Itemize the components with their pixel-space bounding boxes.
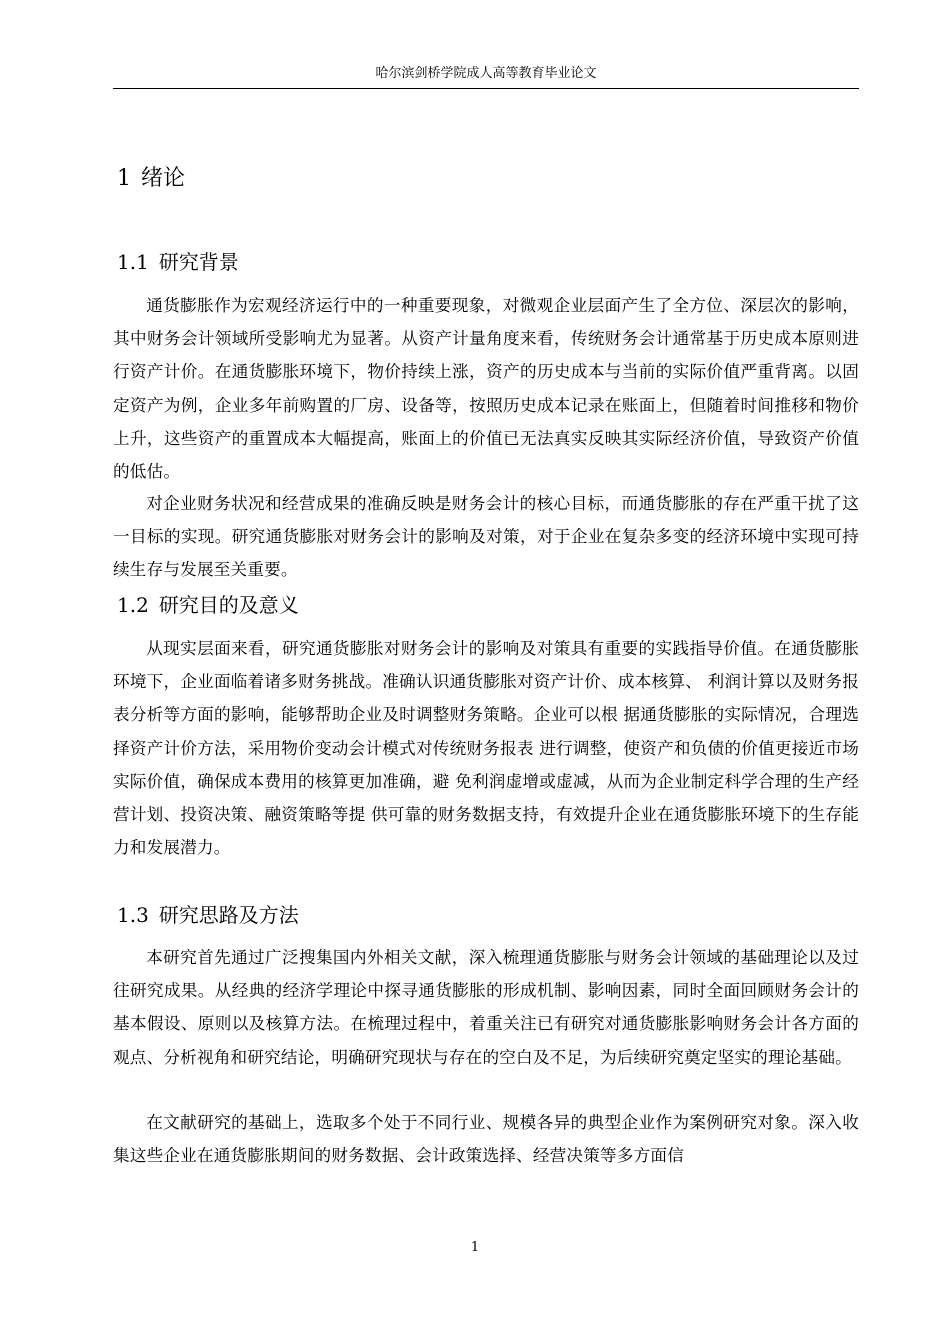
section-number: 1.2 bbox=[117, 593, 149, 617]
paragraph: 通货膨胀作为宏观经济运行中的一种重要现象，对微观企业层面产生了全方位、深层次的影响，其中财务会计领域所受影响尤为显著。从资产计量角度来看，传统财务会计通常基于历史成本原则进行资产计价。在通货膨胀环境下，物价持续上涨，资产的历史成本与当前的实际价值严重背离。以固定资产为例，企业多年前购置的厂房、设备等，按照历史成本记录在账面上，但随着时间推移和物价上升，这些资产的重置成本大幅提高，账面上的价值已无法真实反映其实际经济价值，导致资产价值的低估。 bbox=[113, 296, 859, 482]
chapter-number: 1 bbox=[117, 166, 131, 191]
section-heading-1-2 bbox=[117, 589, 299, 621]
section-number: 1.3 bbox=[117, 903, 149, 927]
section-title-text: 研究思路及方法 bbox=[158, 903, 299, 927]
chapter-title-text: 绪论 bbox=[141, 166, 186, 191]
paragraph: 在文献研究的基础上，选取多个处于不同行业、规模各异的典型企业作为案例研究对象。深入收集这些企业在通货膨胀期间的财务数据、会计政策选择、经营决策等多方面信 bbox=[113, 1113, 859, 1166]
section-number: 1.1 bbox=[117, 250, 149, 274]
header-title: 哈尔滨剑桥学院成人高等教育毕业论文 bbox=[375, 66, 597, 81]
paragraph: 对企业财务状况和经营成果的准确反映是财务会计的核心目标，而通货膨胀的存在严重干扰了这一目标的实现。研究通货膨胀对财务会计的影响及对策，对于企业在复杂多变的经济环境中实现可持续生存与发展至关重要。 bbox=[113, 494, 859, 580]
paragraph: 本研究首先通过广泛搜集国内外相关文献，深入梳理通货膨胀与财务会计领域的基础理论以及过往研究成果。从经典的经济学理论中探寻通货膨胀的形成机制、影响因素，同时全面回顾财务会计的基本假设、原则以及核算方法。在梳理过程中，着重关注已有研究对通货膨胀影响财务会计各方面的观点、分析视角和研究结论，明确研究现状与存在的空白及不足，为后续研究奠定坚实的理论基础。 bbox=[113, 948, 859, 1067]
section-heading-1-1 bbox=[117, 246, 239, 278]
section-title-text: 研究目的及意义 bbox=[158, 593, 299, 617]
section-title-text: 研究背景 bbox=[158, 250, 239, 274]
paragraph: 从现实层面来看，研究通货膨胀对财务会计的影响及对策具有重要的实践指导价值。在通货膨胀环境下，企业面临着诸多财务挑战。准确认识通货膨胀对资产计价、成本核算、 利润计算以及财务报表分析等方面的影响，能够帮助企业及时调整财务策略。企业可以根 据通货膨胀的实际情况，合理选择资产计价方法，采用物价变动会计模式对传统财务报表 进行调整，使资产和负债的价值更接近市场实际价值，确保成本费用的核算更加准确，避 免利润虚增或虚减，从而为企业制定科学合理的生产经营计划、投资决策、融资策略等提 供可靠的财务数据支持，有效提升企业在通货膨胀环境下的生存能力和发展潜力。 bbox=[113, 639, 859, 858]
chapter-title bbox=[117, 162, 185, 196]
page-header bbox=[113, 60, 859, 89]
section-heading-1-3 bbox=[117, 899, 299, 931]
page-number: 1 bbox=[470, 1240, 480, 1255]
